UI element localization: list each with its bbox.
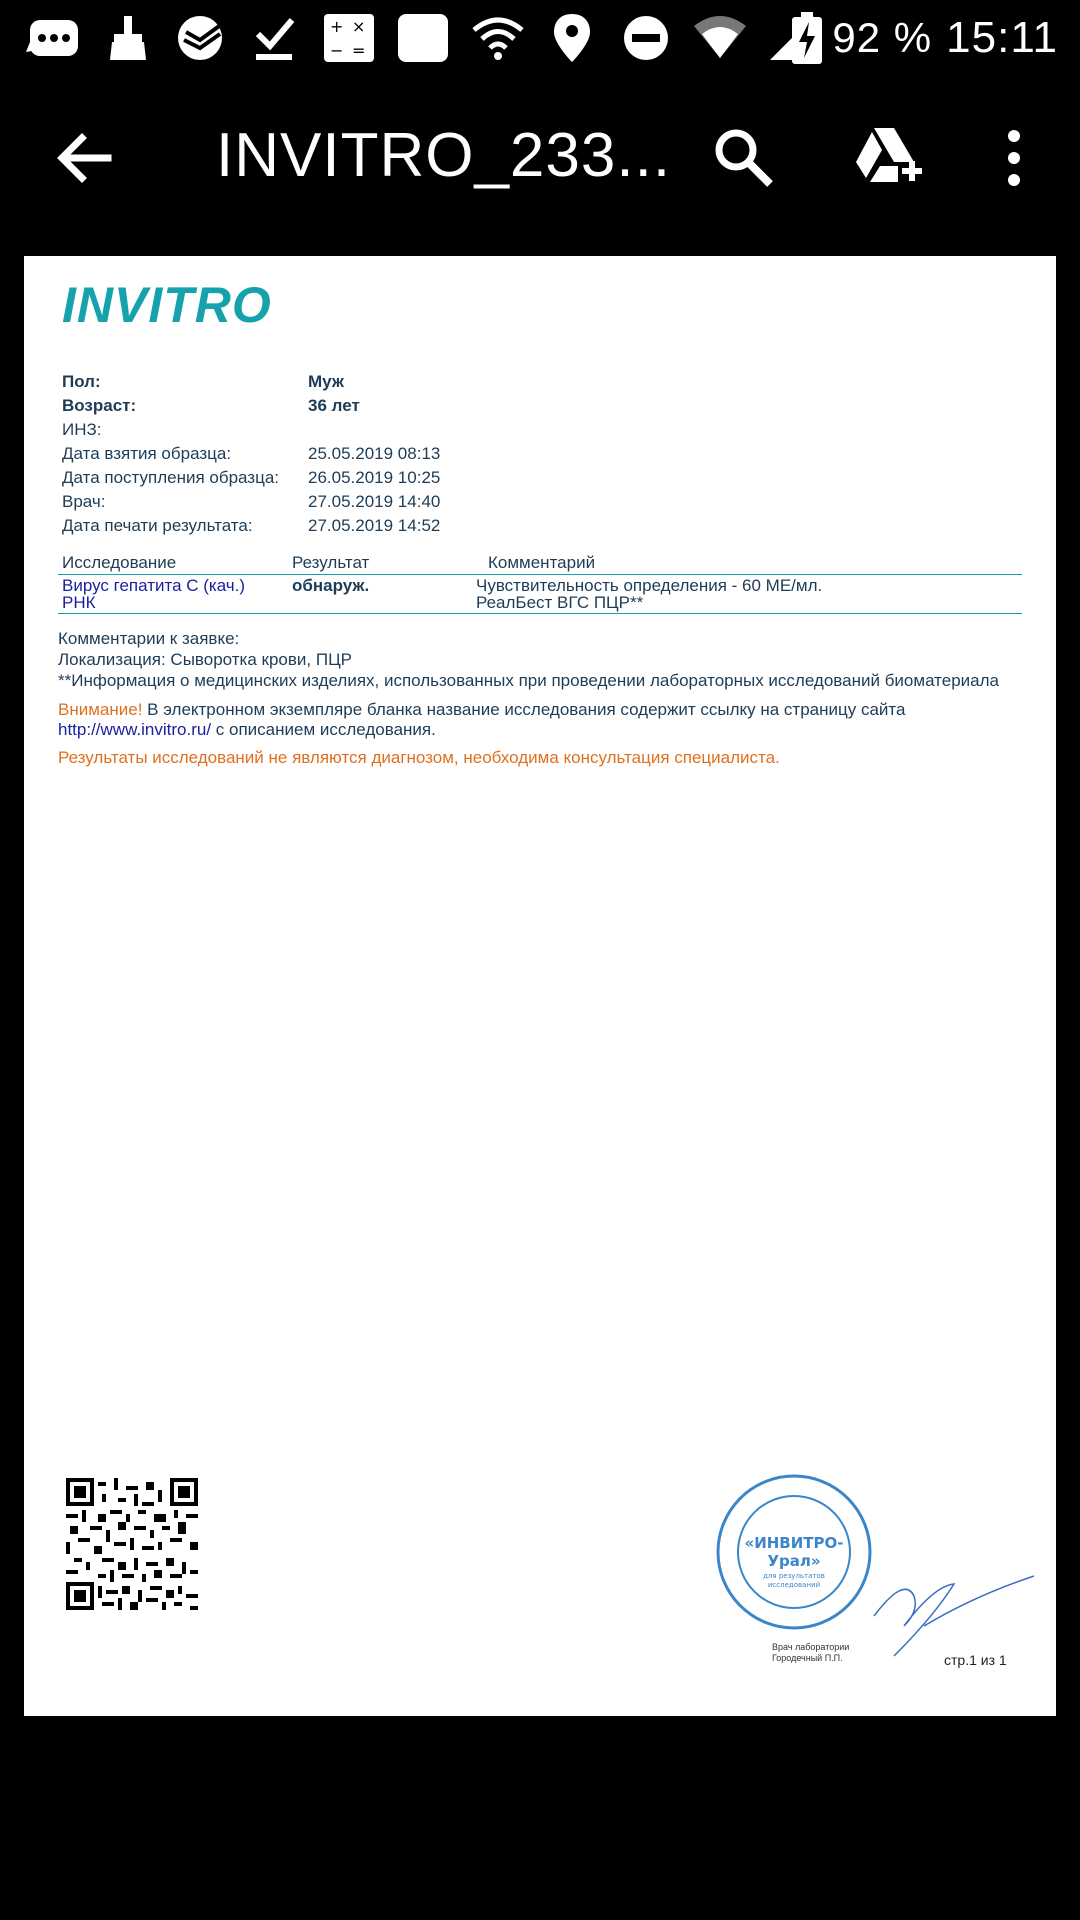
drive-add-icon xyxy=(852,124,924,192)
invitro-site-link[interactable]: http://www.invitro.ru/ xyxy=(58,720,212,739)
header-result: Результат xyxy=(292,553,370,572)
info-value: 25.05.2019 08:13 xyxy=(308,444,441,463)
results-table xyxy=(58,552,1022,614)
clock-time: 15:11 xyxy=(946,13,1058,62)
header-study: Исследование xyxy=(62,553,177,572)
info-row-age xyxy=(62,394,440,418)
info-row-arrival-date xyxy=(62,466,440,490)
search-button[interactable] xyxy=(712,126,776,190)
qr-code-icon xyxy=(66,1478,198,1610)
table-header xyxy=(58,552,1022,575)
pdf-page[interactable] xyxy=(24,256,1056,1716)
result-comment xyxy=(476,577,1022,611)
patient-info xyxy=(62,370,440,538)
stamp-small2: исследований xyxy=(767,1581,821,1589)
sberbank-icon xyxy=(174,12,230,64)
comments-title: Комментарии к заявке: xyxy=(58,629,240,648)
doctor-caption xyxy=(772,1642,849,1664)
add-to-drive-button[interactable] xyxy=(852,124,924,192)
study-name-line1: Вирус гепатита С (кач.) xyxy=(62,576,246,595)
header-comment: Комментарий xyxy=(488,553,596,572)
comment-line1: Чувствительность определения - 60 МЕ/мл. xyxy=(476,576,823,595)
comments-localization: Локализация: Сыворотка крови, ПЦР xyxy=(58,650,352,669)
result-value: обнаруж. xyxy=(292,576,370,595)
stamp-line2: Урал» xyxy=(767,1552,821,1570)
info-label: Врач: xyxy=(62,492,106,511)
notice-body: В электронном экземпляре бланка название исследования содержит ссылку на страницу сайта xyxy=(142,700,906,719)
info-value: 26.05.2019 10:25 xyxy=(308,468,441,487)
svg-text:×: × xyxy=(352,17,366,36)
wifi-icon xyxy=(470,12,526,64)
comment-line2: РеалБест ВГС ПЦР** xyxy=(476,593,644,612)
info-label: Дата печати результата: xyxy=(62,516,253,535)
svg-text:=: = xyxy=(352,41,366,60)
status-bar xyxy=(0,0,1080,76)
document-title: INVITRO_233... xyxy=(216,121,672,190)
info-row-print-date xyxy=(62,514,440,538)
notice-warning: Внимание! xyxy=(58,700,143,719)
more-options-button[interactable] xyxy=(1000,126,1028,190)
search-icon xyxy=(712,126,776,190)
stamp-line1: «ИНВИТРО- xyxy=(744,1534,844,1552)
info-label: Дата поступления образца: xyxy=(62,468,280,487)
battery-percent: 92 % xyxy=(832,14,933,61)
disclaimer: Результаты исследований не являются диагнозом, необходима консультация специалиста. xyxy=(58,748,780,767)
info-value: 27.05.2019 14:40 xyxy=(308,492,441,511)
invitro-logo: INVITRO xyxy=(62,277,272,333)
info-value: Муж xyxy=(308,372,344,391)
do-not-disturb-icon xyxy=(618,12,674,64)
info-label: ИНЗ: xyxy=(62,420,102,439)
notice-after-link: с описанием исследования. xyxy=(211,720,436,739)
messages-icon xyxy=(26,12,82,64)
info-value: 36 лет xyxy=(308,396,360,415)
info-label: Пол: xyxy=(62,372,101,391)
back-arrow-icon xyxy=(52,126,116,190)
svg-text:+: + xyxy=(330,17,344,36)
signature-icon xyxy=(864,1556,1044,1666)
page-number: стр.1 из 1 xyxy=(944,1652,1007,1668)
info-label: Дата взятия образца: xyxy=(62,444,232,463)
app-bar xyxy=(0,96,1080,216)
more-vert-icon xyxy=(1000,126,1028,190)
notice-text xyxy=(58,700,1038,740)
info-row-sex xyxy=(62,370,440,394)
comments-info: **Информация о медицинских изделиях, использованных при проведении лабораторных исследований биоматериала xyxy=(58,671,999,690)
info-row-doctor xyxy=(62,490,440,514)
cleaner-brush-icon xyxy=(100,12,156,64)
wifi-signal-icon xyxy=(692,12,748,64)
doctor-caption-line1: Врач лаборатории xyxy=(772,1642,850,1652)
info-label: Возраст: xyxy=(62,396,137,415)
stamp-small1: для результатов xyxy=(763,1572,825,1580)
download-done-icon xyxy=(248,12,304,64)
laboratory-stamp-icon xyxy=(714,1472,874,1632)
info-row-inz xyxy=(62,418,440,442)
battery-charging-icon xyxy=(792,12,822,64)
doctor-caption-line2: Городечный П.П. xyxy=(772,1653,843,1663)
location-icon xyxy=(544,12,600,64)
svg-text:−: − xyxy=(330,41,344,60)
info-row-sample-date xyxy=(62,442,440,466)
info-value: 27.05.2019 14:52 xyxy=(308,516,441,535)
study-name-line2: РНК xyxy=(62,593,96,612)
app-square-icon xyxy=(396,12,452,64)
calculator-icon xyxy=(322,12,378,64)
study-link[interactable] xyxy=(58,577,292,611)
table-row xyxy=(58,575,1022,614)
back-button[interactable] xyxy=(52,126,116,190)
order-comments xyxy=(58,628,1038,691)
